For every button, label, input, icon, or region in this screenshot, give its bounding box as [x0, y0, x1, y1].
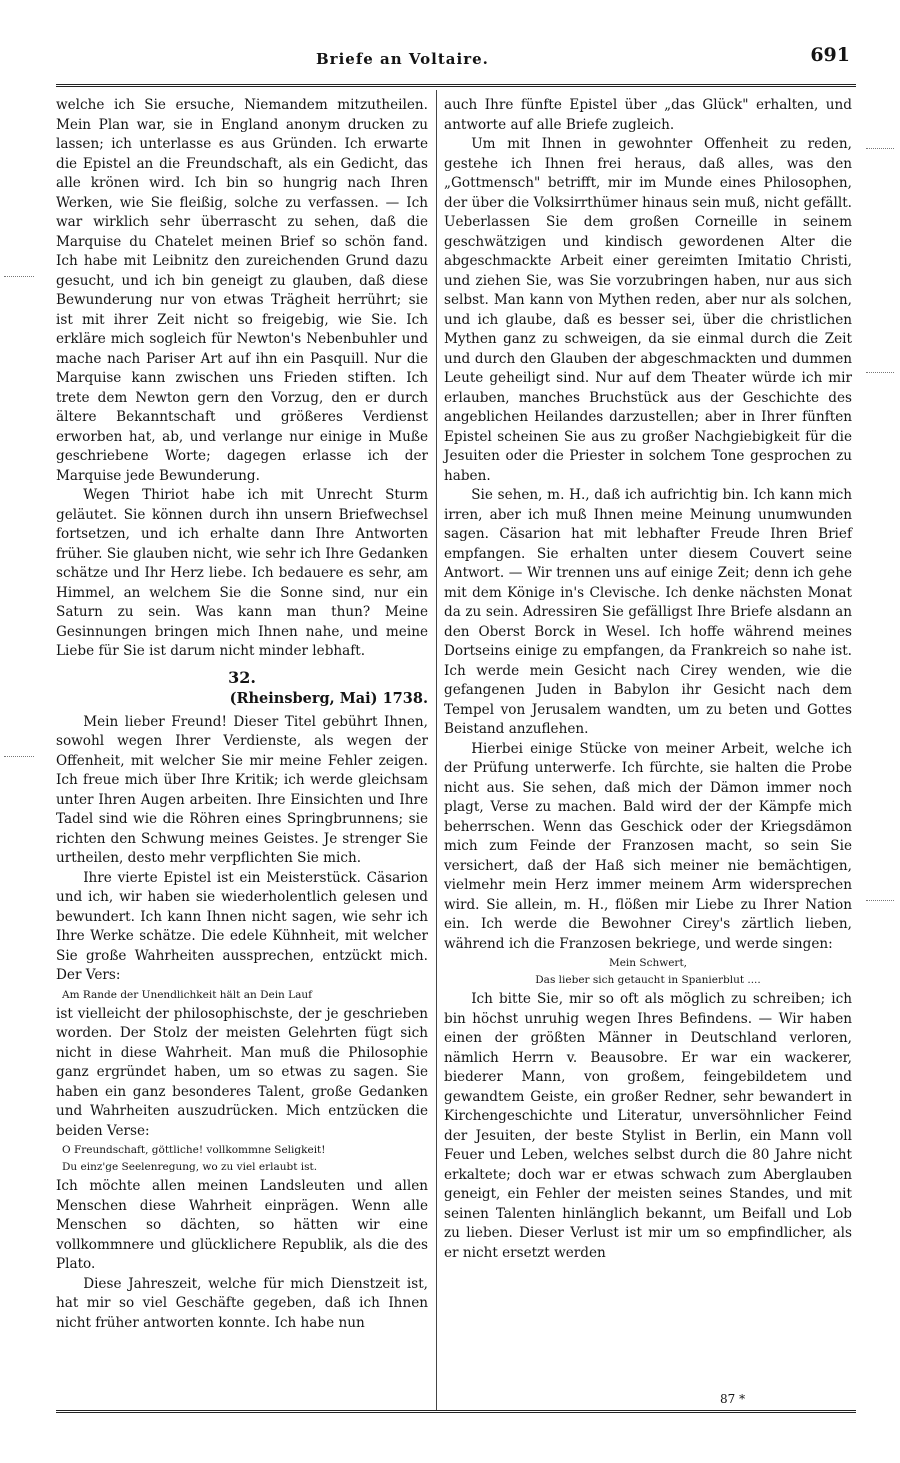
running-title: Briefe an Voltaire. — [316, 50, 489, 68]
paragraph: ist vielleicht der philosophischste, der je geschrieben worden. Der Stolz der meisten Gelehrten fügt sich nicht in diese Wahrheit. Man muß die Philosophie ganz ergründet haben, um so etwas zu sagen. Sie haben ein ganz besonderes Talent, große Gedanken und Wahrheiten auszudrücken. Mich entzücken die beiden Verse: — [56, 1005, 428, 1139]
paragraph: welche ich Sie ersuche, Niemandem mitzutheilen. Mein Plan war, sie in England anonym drucken zu lassen; ich unterlasse es aus Gründen. Ich erwarte die Epistel an die Freundschaft, als ein Gedicht, das alle krönen wird. Ich bin so hungrig nach Ihren Werken, wie Sie fleißig, solche zu verfassen. — Ich war wirklich sehr überrascht zu sehen, daß die Marquise du Chatelet meinen Brief so schön fand. Ich habe mit Leibnitz den zureichenden Grund dazu gesucht, und ich bin geneigt zu glauben, daß diese Bewunderung nur von etwas Trägheit herrührt; sie ist mit ihrer Zeit nicht so freigebig, wie Sie. Ich erkläre mich sogleich für Newton's Nebenbuhler und mache nach Pariser Art auf ihn ein Pasquill. Nur die Marquise kann zwischen uns Frieden stiften. Ich trete dem Newton gern den Vorzug, den er durch ältere Bekanntschaft und größeres Verdienst erworben hat, ab, und verlange nur einige in Muße geschriebene Worte; dagegen erlasse ich der Marquise jede Bewunderung. — [56, 97, 428, 484]
dateline: (Rheinsberg, Mai) 1738. — [229, 690, 428, 707]
margin-mark — [866, 372, 894, 373]
verse-quote: Mein Schwert, — [608, 957, 688, 969]
page-header — [56, 44, 856, 80]
footer-rule — [56, 1410, 856, 1413]
paragraph: Sie sehen, m. H., daß ich aufrichtig bin. Ich kann mich irren, aber ich muß Ihnen meine Meinung unumwunden sagen. Cäsarion hat mit lebhafter Freude Ihren Brief empfangen. Sie erhalten unter diesem Couvert seine Antwort. — Wir trennen uns auf einige Zeit; denn ich gehe mit dem Könige in's Clevische. Ich denke nächsten Monat da zu sein. Adressiren Sie gefälligst Ihre Briefe alsdann an den Oberst Borck in Wesel. Ich hoffe während meines Dortseins einige zu empfangen, da Frankreich so nahe ist. Ich werde mein Gesicht nach Cirey wenden, wie die gefangenen Juden in Babylon ihr Gesicht nach dem Tempel von Jerusalem wandten, um zu beten und Gottes Beistand anzuflehen. — [444, 487, 852, 737]
paragraph: Wegen Thiriot habe ich mit Unrecht Sturm geläutet. Sie können durch ihn unsern Briefwechsel fortsetzen, und ich erhalte dann Ihre Antworten früher. Sie glauben nicht, wie sehr ich Ihre Gedanken schätze und Ihr Herz liebe. Ich bedauere es sehr, am Himmel, an welchem Sie die Sonne sind, nur ein Saturn zu sein. Was kann man thun? Meine Gesinnungen bringen mich Ihnen nahe, und meine Liebe für Sie ist darum nicht minder lebhaft. — [56, 487, 428, 659]
paragraph: Diese Jahreszeit, welche für mich Dienstzeit ist, hat mir so viel Geschäfte gegeben, daß ich Ihnen nicht früher antworten konnte. Ich habe nun — [56, 1275, 428, 1331]
signature-mark: 87 * — [720, 1392, 746, 1406]
verse-quote: Das lieber sich getaucht in Spanierblut .... — [535, 974, 761, 986]
paragraph: Ihre vierte Epistel ist ein Meisterstück. Cäsarion und ich, wir haben sie wiederholentlich gelesen und bewundert. Ich kann Ihnen nicht sagen, wie sehr ich Ihre Werke schätze. Die edele Kühnheit, mit welcher Sie große Wahrheiten aussprechen, entzückt mich. Der Vers: — [56, 869, 428, 983]
header-rule — [56, 84, 856, 87]
paragraph: Mein lieber Freund! Dieser Titel gebührt Ihnen, sowohl wegen Ihrer Verdienste, als wegen der Offenheit, mit welcher Sie mir meine Fehler zeigen. Ich freue mich über Ihre Kritik; ich werde gleichsam unter Ihren Augen arbeiten. Ihre Einsichten und Ihre Tadel sind wie die Röhren eines Springbrunnens; sie richten den Schwung meines Geistes. Je strenger Sie urtheilen, desto mehr verpflichten Sie mich. — [56, 713, 428, 866]
margin-mark — [866, 148, 894, 149]
margin-mark — [866, 900, 894, 901]
verse-quote: Du einz'ge Seelenregung, wo zu viel erlaubt ist. — [62, 1161, 318, 1173]
paragraph: auch Ihre fünfte Epistel über „das Glück" erhalten, und antworte auf alle Briefe zugleich. — [444, 97, 852, 133]
paragraph: Um mit Ihnen in gewohnter Offenheit zu reden, gestehe ich Ihnen frei heraus, daß alles, was den „Gottmensch" betrifft, mir im Munde eines Philosophen, der über die Volksirrthümer hinaus sein muß, nicht gefällt. Ueberlassen Sie dem großen Corneille in seinem geschwätzigen und kindisch gewordenen Alter die abgeschmackte Arbeit einer gereimten Imitatio Christi, und ziehen Sie, was Sie vorzubringen haben, nur aus sich selbst. Man kann von Mythen reden, aber nur als solchen, und ich glaube, daß es besser sei, über die christlichen Mythen ganz zu schweigen, da sie einmal durch die Zeit und durch den Glauben der abgeschmackten und dummen Leute geheiligt sind. Nur auf dem Theater würde ich mir erlauben, manches Bruchstück aus der Geschichte des angeblichen Heilandes darzustellen; aber in Ihrer fünften Epistel scheinen Sie aus zu großer Nachgiebigkeit für die Jesuiten oder die Priester in solchem Tone gesprochen zu haben. — [444, 136, 852, 484]
verse-quote: O Freundschaft, göttliche! vollkommne Seligkeit! — [62, 1144, 326, 1156]
letter-number: 32. — [228, 667, 256, 687]
right-column — [444, 96, 852, 1263]
page-number: 691 — [810, 44, 850, 66]
paragraph: Ich möchte allen meinen Landsleuten und allen Menschen diese Wahrheit einprägen. Wenn alle Menschen so dächten, so hätten wir eine vollkommnere und glücklichere Republik, als die des Plato. — [56, 1178, 428, 1272]
margin-mark — [4, 756, 34, 757]
paragraph: Ich bitte Sie, mir so oft als möglich zu schreiben; ich bin höchst unruhig wegen Ihres Befindens. — Wir haben einen der größten Männer in Deutschland verloren, nämlich Herrn v. Beausobre. Er war ein wackerer, biederer Mann, von großem, feingebildetem und gewandtem Geiste, ein großer Redner, sehr bewandert in Kirchengeschichte und Literatur, unversöhnlicher Feind der Jesuiten, der beste Stylist in Berlin, ein Mann voll Feuer und Leben, welches selbst durch die 80 Jahre nicht erkaltete; doch war er etwas schwach zum Aberglauben geneigt, ein Fehler der meisten seines Standes, und mit seinen Talenten hinlänglich bekannt, um Beifall und Lob zu lieben. Dieser Verlust ist mir um so empfindlicher, als er nicht ersetzt werden — [444, 991, 852, 1261]
margin-mark — [4, 276, 34, 277]
paragraph: Hierbei einige Stücke von meiner Arbeit, welche ich der Prüfung unterwerfe. Ich fürchte, sie halten die Probe nicht aus. Sie sehen, daß mich der Dämon immer noch plagt, Verse zu machen. Bald wird der der Kämpfe mich beherrschen. Wenn das Geschick oder der Kriegsdämon mich zum Feinde der Franzosen macht, so sein Sie versichert, daß der Haß sich meiner nie bemächtigen, vielmehr mein Herz immer meinem Arm widersprechen wird. Sie allein, m. H., flößen mir Liebe zu Ihrer Nation ein. Ich werde die Bewohner Cirey's zärtlich lieben, während ich die Franzosen bekriege, und werde singen: — [444, 740, 852, 952]
left-column — [56, 96, 428, 1333]
verse-quote: Am Rande der Unendlichkeit hält an Dein Lauf — [62, 988, 313, 1001]
column-divider — [436, 90, 437, 1410]
